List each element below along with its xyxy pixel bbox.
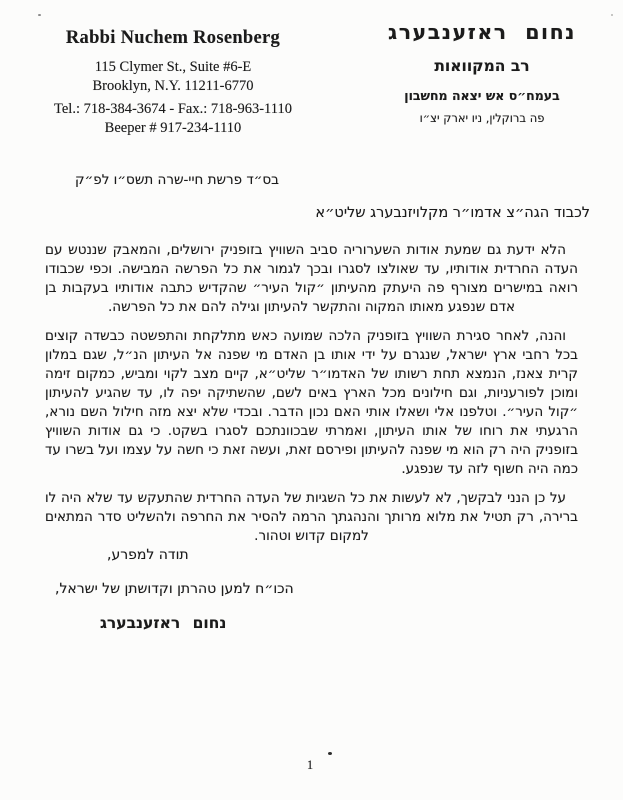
letter-thanks-line: תודה למפרע, — [107, 547, 189, 563]
letter-paragraph-1: הלא ידעת גם שמעת אודות השערוריה סביב השוויץ בזופניק ירושלים, והמאבק שננטש עם העדה החרדית אודותיו, עד שאולצו לסגרו ובכך לגמור את כל הפרשה המבישה. וכפי שכבודו רואה במישרים מצורף פה היעתק מהעיתון ״קול העיר״ שהקדיש כתבה אודותיו בעקבות בן אדם שנפגע מאותו המקוה והתקשר להעיתון וגילה להם את כל הפרשה. — [45, 242, 578, 315]
scan-speck — [38, 14, 41, 16]
english-letterhead — [28, 28, 318, 137]
letterhead-name-english: Rabbi Nuchem Rosenberg — [65, 28, 281, 48]
letter-paragraph-3: על כן הנני לבקשך, לא לעשות את כל השגיות של העדה החרדית שהתעקש עד שלא היה לו ברירה, רק תטיל את מלוא מרותך והנהגתך הרמה להסיר את החרפה ולהשליט סדר המתאים למקום קדוש וטהור. — [45, 490, 578, 544]
letterhead-author-line: בעמח״ס אש יצאה מחשבון — [404, 88, 560, 103]
letterhead-beeper-line: Beeper # 917-234-1110 — [104, 119, 242, 136]
scan-speck — [611, 14, 613, 16]
letter-paragraph-2: והנה, לאחר סגירת השוויץ בזופניק הלכה שמועה כאש מתלקחת והתפשטה כבשדה קוצים בכל רחבי ארץ ישראל, שנגרם על ידי אותו בן האדם מי שפנה אל העיתון הנ״ל, שגם במלון קרית צאנז, הנמצא תחת רשותו של האדמו״ר שליט״א, קיים מצב לקוי ומביש, כמקום זימה ומוכן לפורעניות, וגם חילונים מכל הארץ באים לשם, שהשתיקה יפה לו, עד שהגיע להעיתון ״קול העיר״. וטלפנו אלי ושאלו אותי האם נכון הדבר. ובכדי שלא יצא מזה חילול השם נורא, הרגעתי את רוחו של אותו העיתון, ואמרתי שבכוונתכם לסגרו בשקט. כי גם אודות השוויץ בזופניק היה רק הוא מי שפנה להעיתון ופירסם זאת, ועשה זאת כי חשה על עצמו ועל בשרו עד כמה היה חשוף לזה עד שנפגע. — [45, 328, 578, 477]
letterhead-location-line: פה ברוקלין, ניו יארק יצ״ו — [419, 111, 545, 125]
letter-dateline: בס״ד פרשת חיי-שרה תשס״ו לפ״ק — [75, 172, 279, 188]
letter-closing-line: הכו״ח למען טהרתן וקדושתן של ישראל, — [55, 581, 294, 597]
letterhead-phone-line: Tel.: 718-384-3674 - Fax.: 718-963-1110 — [54, 101, 292, 117]
scan-speck — [328, 752, 332, 755]
letter-salutation: לכבוד הגה״צ אדמו״ר מקלויזנבערג שליט״א — [315, 205, 590, 221]
letter-signature-name: נחום ראזענבערג — [100, 614, 227, 632]
page-number: 1 — [306, 758, 314, 772]
hebrew-letterhead — [352, 20, 612, 125]
letterhead-address-line1: 115 Clymer St., Suite #6-E — [94, 59, 252, 75]
letter-body — [45, 241, 578, 556]
letterhead-address-line2: Brooklyn, N.Y. 11211-6770 — [92, 77, 254, 94]
letterhead-title-hebrew: רב המקוואות — [434, 57, 530, 75]
letterhead-name-hebrew: נחום ראזענבערג — [388, 20, 576, 44]
